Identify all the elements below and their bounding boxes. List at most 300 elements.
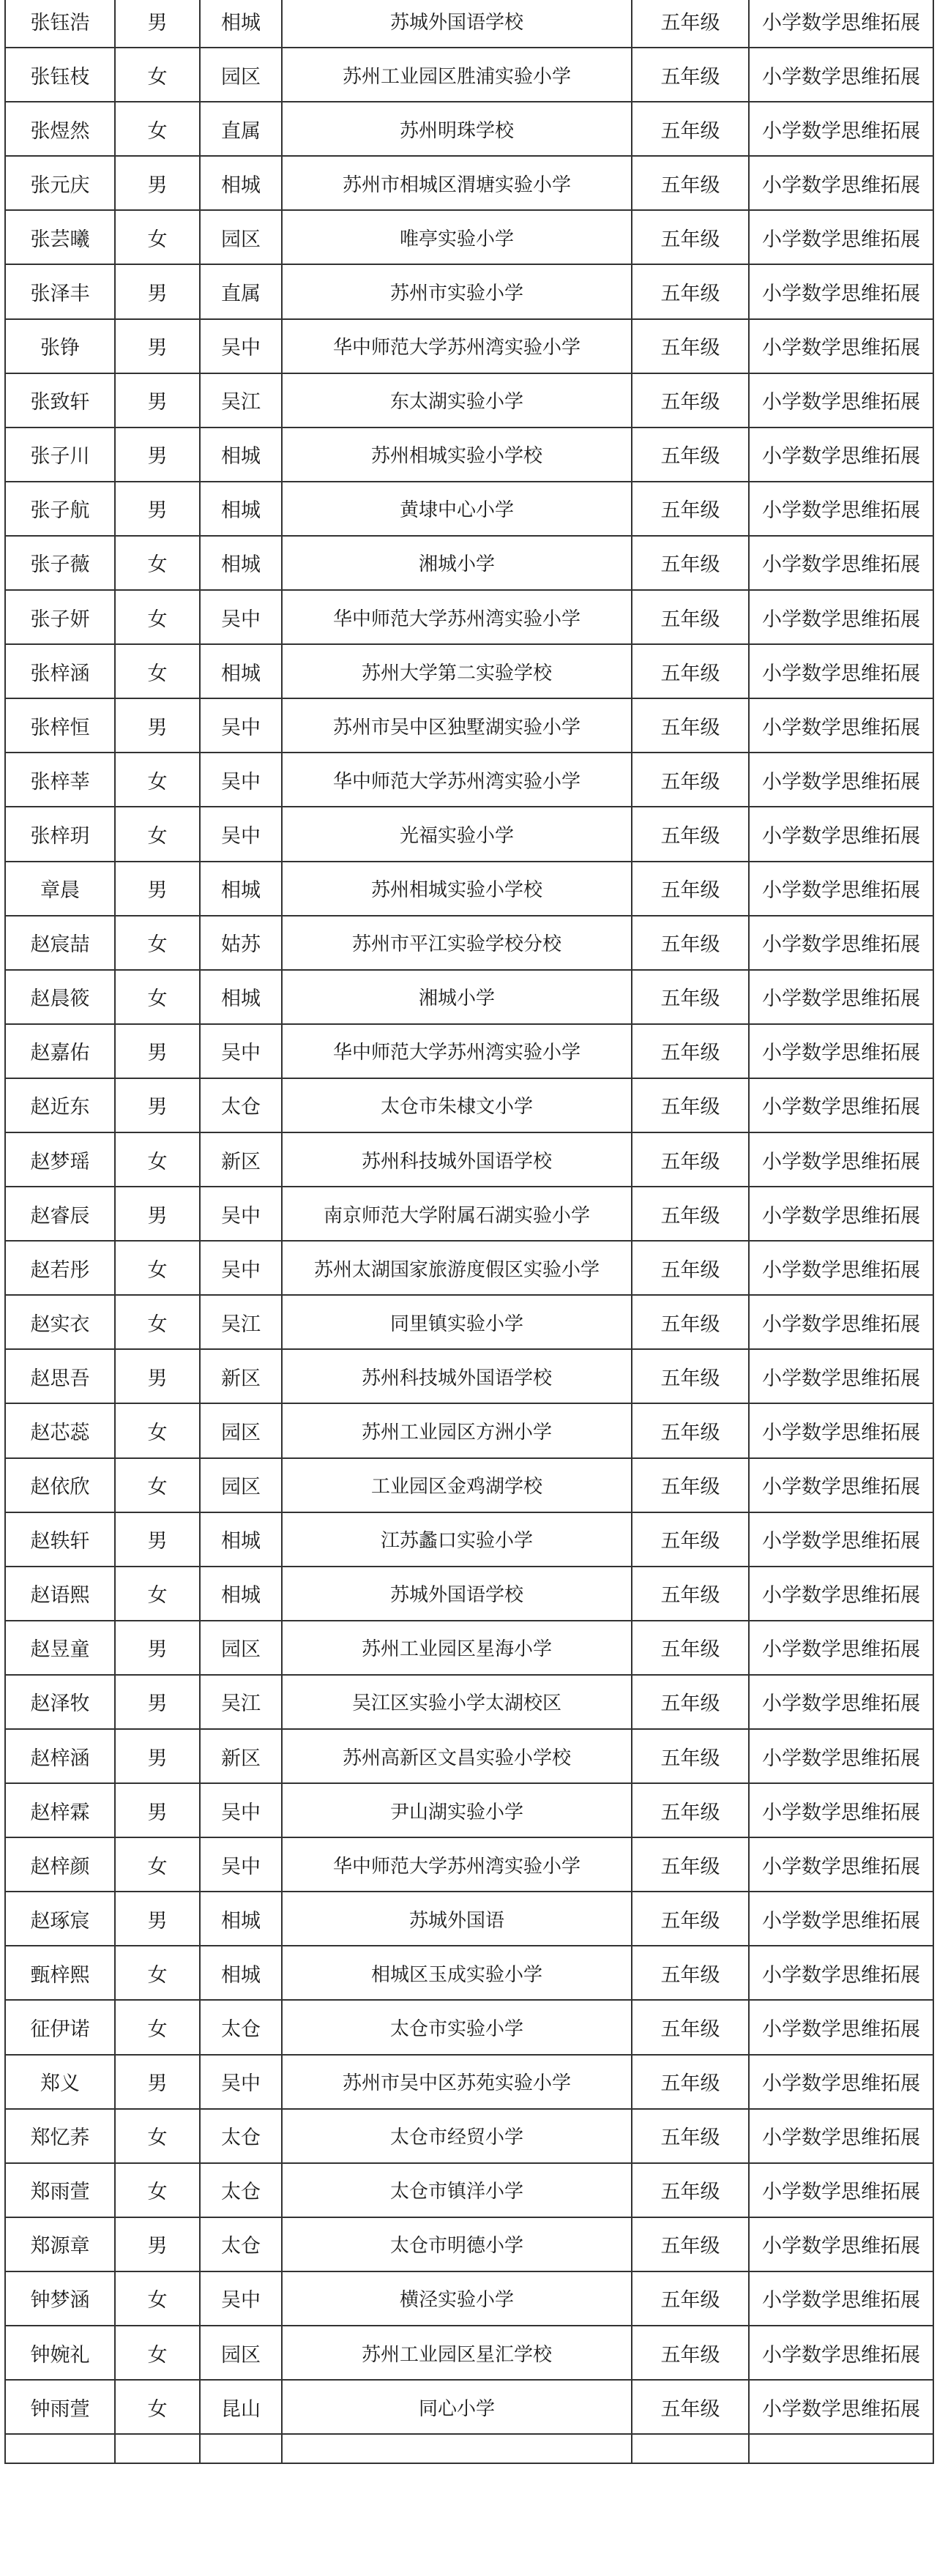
school-cell: 尹山湖实验小学 (282, 1783, 632, 1837)
school-cell: 横泾实验小学 (282, 2271, 632, 2326)
table-row (5, 1078, 933, 1132)
student-name-cell: 赵泽牧 (5, 1675, 115, 1729)
district-cell: 园区 (200, 1403, 282, 1457)
school-cell: 江苏蠡口实验小学 (282, 1512, 632, 1567)
student-name-cell: 张钰枝 (5, 48, 115, 102)
course-cell: 小学数学思维拓展 (749, 373, 933, 428)
district-cell: 相城 (200, 1512, 282, 1567)
school-cell: 黄埭中心小学 (282, 482, 632, 536)
student-name-cell: 张铮 (5, 319, 115, 373)
grade-cell: 五年级 (632, 698, 749, 753)
table-row (5, 482, 933, 536)
gender-cell: 女 (115, 644, 200, 698)
grade-cell: 五年级 (632, 2000, 749, 2054)
district-cell: 太仓 (200, 1078, 282, 1132)
course-cell: 小学数学思维拓展 (749, 210, 933, 264)
grade-cell: 五年级 (632, 1729, 749, 1783)
student-name-cell: 张致轩 (5, 373, 115, 428)
district-cell: 昆山 (200, 2380, 282, 2434)
district-cell: 相城 (200, 156, 282, 210)
course-cell: 小学数学思维拓展 (749, 2109, 933, 2163)
course-cell: 小学数学思维拓展 (749, 2163, 933, 2217)
course-cell: 小学数学思维拓展 (749, 1567, 933, 1621)
course-cell: 小学数学思维拓展 (749, 1241, 933, 1295)
school-cell: 华中师范大学苏州湾实验小学 (282, 319, 632, 373)
grade-cell: 五年级 (632, 102, 749, 156)
district-cell: 相城 (200, 428, 282, 482)
course-cell: 小学数学思维拓展 (749, 536, 933, 590)
student-name-cell: 郑雨萱 (5, 2163, 115, 2217)
district-cell: 相城 (200, 862, 282, 916)
school-cell: 苏州工业园区胜浦实验小学 (282, 48, 632, 102)
grade-cell: 五年级 (632, 1132, 749, 1187)
district-cell: 吴江 (200, 373, 282, 428)
gender-cell: 男 (115, 1783, 200, 1837)
grade-cell: 五年级 (632, 1187, 749, 1241)
table-row (5, 373, 933, 428)
school-cell: 湘城小学 (282, 970, 632, 1024)
gender-cell: 女 (115, 1837, 200, 1892)
course-cell: 小学数学思维拓展 (749, 2000, 933, 2054)
student-name-cell: 征伊诺 (5, 2000, 115, 2054)
gender-cell: 女 (115, 210, 200, 264)
district-cell: 直属 (200, 264, 282, 318)
table-row (5, 536, 933, 590)
course-cell: 小学数学思维拓展 (749, 2380, 933, 2434)
course-cell: 小学数学思维拓展 (749, 0, 933, 48)
school-cell: 同里镇实验小学 (282, 1295, 632, 1349)
gender-cell: 女 (115, 102, 200, 156)
grade-cell: 五年级 (632, 1458, 749, 1512)
school-cell: 苏城外国语学校 (282, 0, 632, 48)
table-row (5, 2109, 933, 2163)
student-name-cell: 赵琢宸 (5, 1892, 115, 1946)
student-name-cell: 赵睿辰 (5, 1187, 115, 1241)
student-name-cell: 赵语熙 (5, 1567, 115, 1621)
student-name-cell: 赵梓涵 (5, 1729, 115, 1783)
course-cell: 小学数学思维拓展 (749, 590, 933, 644)
grade-cell: 五年级 (632, 2271, 749, 2326)
table-row (5, 1892, 933, 1946)
table-row (5, 862, 933, 916)
table-row (5, 1024, 933, 1078)
table-row (5, 1729, 933, 1783)
table-row (5, 644, 933, 698)
table-row-partial (5, 2434, 933, 2463)
table-row (5, 2380, 933, 2434)
table-row (5, 2326, 933, 2380)
gender-cell: 男 (115, 1675, 200, 1729)
gender-cell: 男 (115, 2055, 200, 2109)
empty-cell (632, 2434, 749, 2463)
course-cell: 小学数学思维拓展 (749, 2217, 933, 2271)
district-cell: 太仓 (200, 2163, 282, 2217)
student-name-cell: 甄梓熙 (5, 1946, 115, 2000)
district-cell: 相城 (200, 536, 282, 590)
table-row (5, 807, 933, 861)
grade-cell: 五年级 (632, 1783, 749, 1837)
gender-cell: 女 (115, 753, 200, 807)
gender-cell: 女 (115, 1567, 200, 1621)
course-cell: 小学数学思维拓展 (749, 2055, 933, 2109)
gender-cell: 女 (115, 807, 200, 861)
table-row (5, 1132, 933, 1187)
grade-cell: 五年级 (632, 2326, 749, 2380)
course-cell: 小学数学思维拓展 (749, 916, 933, 970)
school-cell: 吴江区实验小学太湖校区 (282, 1675, 632, 1729)
school-cell: 太仓市实验小学 (282, 2000, 632, 2054)
gender-cell: 男 (115, 698, 200, 753)
table-row (5, 319, 933, 373)
school-cell: 苏州大学第二实验学校 (282, 644, 632, 698)
gender-cell: 女 (115, 536, 200, 590)
student-name-cell: 赵近东 (5, 1078, 115, 1132)
school-cell: 太仓市明德小学 (282, 2217, 632, 2271)
student-name-cell: 张子航 (5, 482, 115, 536)
district-cell: 园区 (200, 210, 282, 264)
grade-cell: 五年级 (632, 1837, 749, 1892)
table-row (5, 156, 933, 210)
grade-cell: 五年级 (632, 2055, 749, 2109)
student-name-cell: 赵轶轩 (5, 1512, 115, 1567)
district-cell: 吴中 (200, 590, 282, 644)
school-cell: 苏州工业园区方洲小学 (282, 1403, 632, 1457)
school-cell: 华中师范大学苏州湾实验小学 (282, 1024, 632, 1078)
student-name-cell: 赵若彤 (5, 1241, 115, 1295)
grade-cell: 五年级 (632, 1349, 749, 1403)
district-cell: 吴中 (200, 1187, 282, 1241)
district-cell: 相城 (200, 1892, 282, 1946)
grade-cell: 五年级 (632, 156, 749, 210)
table-row (5, 1241, 933, 1295)
grade-cell: 五年级 (632, 48, 749, 102)
district-cell: 相城 (200, 970, 282, 1024)
school-cell: 苏州市吴中区苏苑实验小学 (282, 2055, 632, 2109)
table-row (5, 2055, 933, 2109)
table-row (5, 753, 933, 807)
table-row (5, 48, 933, 102)
gender-cell: 女 (115, 1132, 200, 1187)
course-cell: 小学数学思维拓展 (749, 2326, 933, 2380)
grade-cell: 五年级 (632, 1567, 749, 1621)
student-name-cell: 赵梓颜 (5, 1837, 115, 1892)
grade-cell: 五年级 (632, 482, 749, 536)
student-name-cell: 赵晨筱 (5, 970, 115, 1024)
table-row (5, 1512, 933, 1567)
school-cell: 苏州工业园区星汇学校 (282, 2326, 632, 2380)
student-table (4, 0, 934, 2464)
district-cell: 吴中 (200, 2271, 282, 2326)
course-cell: 小学数学思维拓展 (749, 807, 933, 861)
course-cell: 小学数学思维拓展 (749, 862, 933, 916)
gender-cell: 男 (115, 1729, 200, 1783)
student-name-cell: 赵依欣 (5, 1458, 115, 1512)
district-cell: 吴中 (200, 753, 282, 807)
school-cell: 华中师范大学苏州湾实验小学 (282, 590, 632, 644)
student-name-cell: 张子薇 (5, 536, 115, 590)
student-name-cell: 郑源章 (5, 2217, 115, 2271)
student-name-cell: 张梓涵 (5, 644, 115, 698)
course-cell: 小学数学思维拓展 (749, 1078, 933, 1132)
table-row (5, 2271, 933, 2326)
gender-cell: 女 (115, 1295, 200, 1349)
school-cell: 同心小学 (282, 2380, 632, 2434)
table-row (5, 0, 933, 48)
gender-cell: 女 (115, 2271, 200, 2326)
student-name-cell: 钟梦涵 (5, 2271, 115, 2326)
gender-cell: 男 (115, 156, 200, 210)
empty-cell (115, 2434, 200, 2463)
course-cell: 小学数学思维拓展 (749, 102, 933, 156)
district-cell: 园区 (200, 1458, 282, 1512)
table-row (5, 102, 933, 156)
school-cell: 苏州相城实验小学校 (282, 428, 632, 482)
district-cell: 吴中 (200, 2055, 282, 2109)
course-cell: 小学数学思维拓展 (749, 1675, 933, 1729)
table-row (5, 264, 933, 318)
student-name-cell: 张子川 (5, 428, 115, 482)
gender-cell: 女 (115, 1403, 200, 1457)
school-cell: 苏州市实验小学 (282, 264, 632, 318)
student-name-cell: 张泽丰 (5, 264, 115, 318)
grade-cell: 五年级 (632, 319, 749, 373)
gender-cell: 女 (115, 2380, 200, 2434)
gender-cell: 男 (115, 319, 200, 373)
course-cell: 小学数学思维拓展 (749, 753, 933, 807)
school-cell: 太仓市镇洋小学 (282, 2163, 632, 2217)
district-cell: 吴江 (200, 1675, 282, 1729)
student-table-body (5, 0, 933, 2463)
district-cell: 姑苏 (200, 916, 282, 970)
school-cell: 苏城外国语 (282, 1892, 632, 1946)
table-row (5, 1837, 933, 1892)
grade-cell: 五年级 (632, 2163, 749, 2217)
grade-cell: 五年级 (632, 1024, 749, 1078)
school-cell: 太仓市经贸小学 (282, 2109, 632, 2163)
school-cell: 光福实验小学 (282, 807, 632, 861)
school-cell: 南京师范大学附属石湖实验小学 (282, 1187, 632, 1241)
gender-cell: 男 (115, 1349, 200, 1403)
course-cell: 小学数学思维拓展 (749, 1295, 933, 1349)
course-cell: 小学数学思维拓展 (749, 319, 933, 373)
district-cell: 吴中 (200, 807, 282, 861)
school-cell: 苏州相城实验小学校 (282, 862, 632, 916)
school-cell: 苏城外国语学校 (282, 1567, 632, 1621)
course-cell: 小学数学思维拓展 (749, 1403, 933, 1457)
grade-cell: 五年级 (632, 1241, 749, 1295)
gender-cell: 女 (115, 2326, 200, 2380)
student-name-cell: 张梓玥 (5, 807, 115, 861)
student-name-cell: 张梓恒 (5, 698, 115, 753)
empty-cell (282, 2434, 632, 2463)
table-row (5, 1675, 933, 1729)
table-row (5, 2000, 933, 2054)
grade-cell: 五年级 (632, 644, 749, 698)
table-row (5, 1946, 933, 2000)
student-name-cell: 张子妍 (5, 590, 115, 644)
school-cell: 苏州工业园区星海小学 (282, 1621, 632, 1675)
gender-cell: 男 (115, 1078, 200, 1132)
grade-cell: 五年级 (632, 428, 749, 482)
empty-cell (200, 2434, 282, 2463)
grade-cell: 五年级 (632, 753, 749, 807)
district-cell: 太仓 (200, 2217, 282, 2271)
empty-cell (749, 2434, 933, 2463)
table-row (5, 2217, 933, 2271)
course-cell: 小学数学思维拓展 (749, 1187, 933, 1241)
gender-cell: 女 (115, 2000, 200, 2054)
school-cell: 东太湖实验小学 (282, 373, 632, 428)
district-cell: 相城 (200, 0, 282, 48)
grade-cell: 五年级 (632, 373, 749, 428)
grade-cell: 五年级 (632, 2217, 749, 2271)
grade-cell: 五年级 (632, 2109, 749, 2163)
empty-cell (5, 2434, 115, 2463)
student-name-cell: 张煜然 (5, 102, 115, 156)
table-row (5, 1783, 933, 1837)
student-name-cell: 赵宸喆 (5, 916, 115, 970)
gender-cell: 女 (115, 1458, 200, 1512)
gender-cell: 男 (115, 482, 200, 536)
grade-cell: 五年级 (632, 1621, 749, 1675)
district-cell: 新区 (200, 1729, 282, 1783)
district-cell: 吴中 (200, 1783, 282, 1837)
table-row (5, 590, 933, 644)
district-cell: 吴中 (200, 1024, 282, 1078)
table-row (5, 1403, 933, 1457)
gender-cell: 男 (115, 1621, 200, 1675)
grade-cell: 五年级 (632, 1295, 749, 1349)
course-cell: 小学数学思维拓展 (749, 48, 933, 102)
district-cell: 相城 (200, 482, 282, 536)
course-cell: 小学数学思维拓展 (749, 264, 933, 318)
school-cell: 苏州太湖国家旅游度假区实验小学 (282, 1241, 632, 1295)
course-cell: 小学数学思维拓展 (749, 1783, 933, 1837)
grade-cell: 五年级 (632, 590, 749, 644)
school-cell: 华中师范大学苏州湾实验小学 (282, 1837, 632, 1892)
grade-cell: 五年级 (632, 0, 749, 48)
gender-cell: 女 (115, 916, 200, 970)
gender-cell: 男 (115, 1512, 200, 1567)
gender-cell: 女 (115, 48, 200, 102)
gender-cell: 男 (115, 428, 200, 482)
table-row (5, 1567, 933, 1621)
gender-cell: 男 (115, 373, 200, 428)
course-cell: 小学数学思维拓展 (749, 428, 933, 482)
gender-cell: 男 (115, 0, 200, 48)
district-cell: 新区 (200, 1349, 282, 1403)
gender-cell: 女 (115, 970, 200, 1024)
gender-cell: 男 (115, 1187, 200, 1241)
gender-cell: 男 (115, 1892, 200, 1946)
course-cell: 小学数学思维拓展 (749, 1458, 933, 1512)
course-cell: 小学数学思维拓展 (749, 1132, 933, 1187)
grade-cell: 五年级 (632, 1946, 749, 2000)
student-name-cell: 赵嘉佑 (5, 1024, 115, 1078)
student-name-cell: 赵梓霖 (5, 1783, 115, 1837)
gender-cell: 男 (115, 1024, 200, 1078)
table-row (5, 210, 933, 264)
student-name-cell: 赵芯蕊 (5, 1403, 115, 1457)
grade-cell: 五年级 (632, 264, 749, 318)
gender-cell: 女 (115, 1241, 200, 1295)
course-cell: 小学数学思维拓展 (749, 2271, 933, 2326)
grade-cell: 五年级 (632, 862, 749, 916)
gender-cell: 女 (115, 1946, 200, 2000)
school-cell: 苏州市吴中区独墅湖实验小学 (282, 698, 632, 753)
grade-cell: 五年级 (632, 970, 749, 1024)
district-cell: 吴中 (200, 1241, 282, 1295)
district-cell: 直属 (200, 102, 282, 156)
student-name-cell: 张元庆 (5, 156, 115, 210)
student-name-cell: 钟雨萱 (5, 2380, 115, 2434)
student-name-cell: 章晨 (5, 862, 115, 916)
course-cell: 小学数学思维拓展 (749, 1892, 933, 1946)
grade-cell: 五年级 (632, 916, 749, 970)
district-cell: 吴中 (200, 698, 282, 753)
student-name-cell: 张梓莘 (5, 753, 115, 807)
student-name-cell: 赵思吾 (5, 1349, 115, 1403)
grade-cell: 五年级 (632, 210, 749, 264)
district-cell: 吴江 (200, 1295, 282, 1349)
table-row (5, 2163, 933, 2217)
course-cell: 小学数学思维拓展 (749, 1349, 933, 1403)
district-cell: 太仓 (200, 2109, 282, 2163)
grade-cell: 五年级 (632, 1512, 749, 1567)
school-cell: 相城区玉成实验小学 (282, 1946, 632, 2000)
district-cell: 新区 (200, 1132, 282, 1187)
district-cell: 相城 (200, 1567, 282, 1621)
table-row (5, 1295, 933, 1349)
school-cell: 苏州科技城外国语学校 (282, 1349, 632, 1403)
grade-cell: 五年级 (632, 1675, 749, 1729)
gender-cell: 男 (115, 264, 200, 318)
district-cell: 园区 (200, 48, 282, 102)
table-row (5, 698, 933, 753)
course-cell: 小学数学思维拓展 (749, 1837, 933, 1892)
course-cell: 小学数学思维拓展 (749, 1729, 933, 1783)
course-cell: 小学数学思维拓展 (749, 1621, 933, 1675)
school-cell: 苏州科技城外国语学校 (282, 1132, 632, 1187)
grade-cell: 五年级 (632, 1403, 749, 1457)
grade-cell: 五年级 (632, 2380, 749, 2434)
table-row (5, 1458, 933, 1512)
district-cell: 园区 (200, 2326, 282, 2380)
table-row (5, 428, 933, 482)
school-cell: 苏州明珠学校 (282, 102, 632, 156)
school-cell: 湘城小学 (282, 536, 632, 590)
student-name-cell: 郑义 (5, 2055, 115, 2109)
student-name-cell: 钟婉礼 (5, 2326, 115, 2380)
course-cell: 小学数学思维拓展 (749, 482, 933, 536)
district-cell: 相城 (200, 644, 282, 698)
course-cell: 小学数学思维拓展 (749, 156, 933, 210)
student-name-cell: 张芸曦 (5, 210, 115, 264)
gender-cell: 男 (115, 2217, 200, 2271)
gender-cell: 女 (115, 2163, 200, 2217)
gender-cell: 女 (115, 2109, 200, 2163)
table-row (5, 916, 933, 970)
school-cell: 太仓市朱棣文小学 (282, 1078, 632, 1132)
school-cell: 苏州市平江实验学校分校 (282, 916, 632, 970)
grade-cell: 五年级 (632, 1078, 749, 1132)
district-cell: 吴中 (200, 1837, 282, 1892)
district-cell: 园区 (200, 1621, 282, 1675)
course-cell: 小学数学思维拓展 (749, 1512, 933, 1567)
district-cell: 太仓 (200, 2000, 282, 2054)
student-name-cell: 赵昱童 (5, 1621, 115, 1675)
course-cell: 小学数学思维拓展 (749, 970, 933, 1024)
